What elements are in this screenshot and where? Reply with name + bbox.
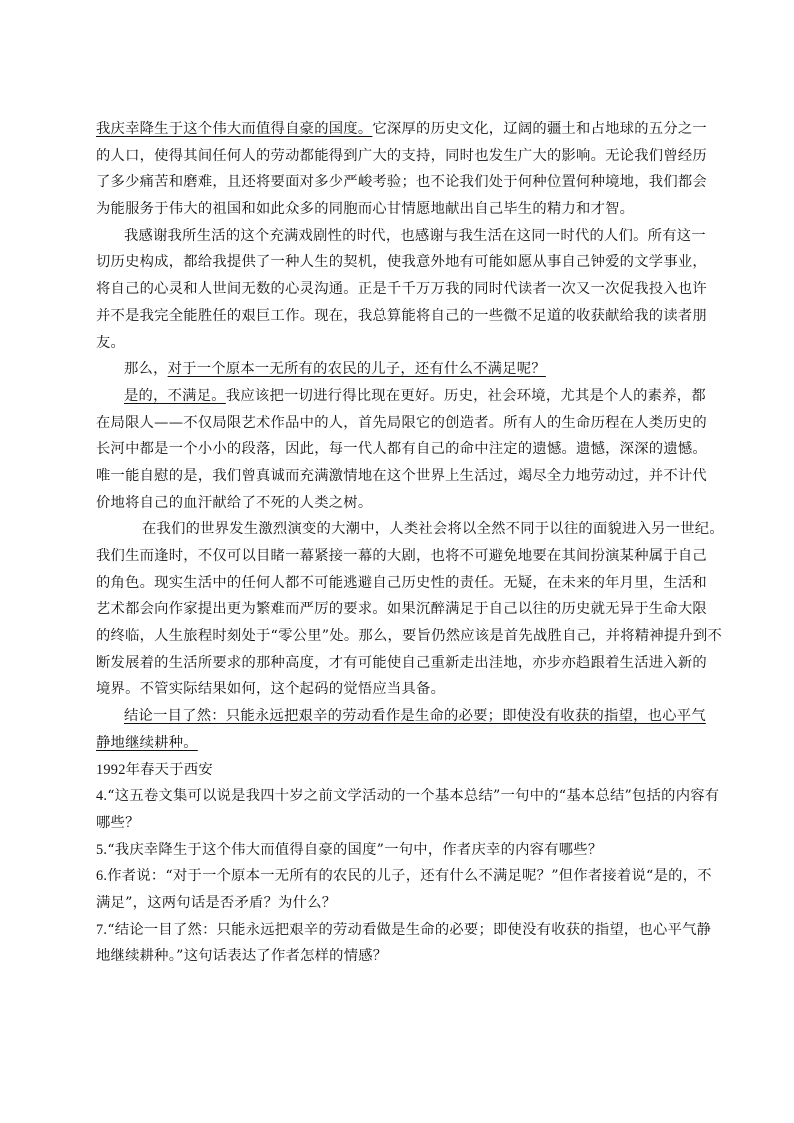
paragraph-2	[96, 223, 707, 356]
text-line: 境界。不管实际结果如何，这个起码的觉悟应当具备。	[96, 681, 446, 698]
text-line: 唯一能自慰的是，我们曾真诚而充满激情地在这个世界上生活过，竭尽全力地劳动过，并不计代	[96, 467, 707, 484]
underlined-sentence: 是的，不满足。	[124, 387, 226, 404]
underlined-sentence: 我庆幸降生于这个伟大而值得自豪的国度。	[96, 121, 373, 137]
text-line: 价地将自己的血汗献给了不死的人类之树。	[96, 494, 373, 511]
text-line: 在局限人——不仅局限艺术作品中的人，首先局限它的创造者。所有人的生命历程在人类历史的	[96, 414, 707, 431]
text-line: 的人口，使得其间任何人的劳动都能得到广大的支持，同时也发生广大的影响。无论我们曾经历	[96, 147, 707, 164]
question-4	[96, 783, 720, 836]
text-line: 我感谢我所生活的这个充满戏剧性的时代，也感谢与我生活在这同一时代的人们。所有这一	[124, 227, 706, 244]
paragraph-4	[96, 383, 707, 516]
text-run: 那么，	[124, 361, 168, 378]
text-line: 我们生而逢时，不仅可以目睹一幕紧接一幕的大剧，也将不可避免地要在其间扮演某种属于自己	[96, 548, 707, 564]
question-text: “结论一目了然：只能永远把艰辛的劳动看做是生命的必要；即使没有收获的指望，也心平气静	[107, 921, 712, 938]
question-text: 哪些？	[96, 814, 140, 831]
text-line: 断发展着的生活所要求的那种高度，才有可能使自己重新走出洼地，亦步亦趋跟着生活进入新的	[96, 654, 707, 671]
signature-year: 1992	[96, 761, 126, 778]
question-text: “这五卷文集可以说是我四十岁之前文学活动的一个基本总结”一句中的“基本总结”包括的内容有	[107, 788, 720, 805]
text-line: 在我们的世界发生激烈演变的大潮中，人类社会将以全然不同于以往的面貌进入另一世纪。	[142, 521, 724, 538]
question-number: 5.	[96, 841, 108, 858]
text-line: 切历史构成，都给我提供了一种人生的契机，使我意外地有可能如愿从事自己钟爱的文学事业，	[96, 254, 707, 271]
underlined-sentence: 结论一目了然：只能永远把艰辛的劳动看作是生命的必要；即使没有收获的指望，也心平气	[124, 708, 706, 725]
question-number: 4.	[96, 788, 108, 805]
signature-line	[96, 757, 700, 784]
question-5	[96, 837, 700, 864]
paragraph-6	[96, 703, 706, 756]
text-line: 艺术都会向作家提出更为繁难而严厉的要求。如果沉醉满足于自己以往的历史就无异于生命大限	[96, 601, 707, 618]
question-6	[96, 863, 712, 916]
text-line: 长河中都是一个小小的段落，因此，每一代人都有自己的命中注定的遗憾。遗憾，深深的遗憾。	[96, 441, 707, 458]
text-line: 了多少痛苦和磨难，且还将要面对多少严峻考验；也不论我们处于何种位置何种境地，我们都会	[96, 174, 707, 191]
text-line: 将自己的心灵和人世间无数的心灵沟通。正是千千万万我的同时代读者一次又一次促我投入也许	[96, 281, 707, 298]
text-line: 的角色。现实生活中的任何人都不可能逃避自己历史性的责任。无疑，在未来的年月里，生活和	[96, 574, 707, 591]
text-line: 并不是我完全能胜任的艰巨工作。现在，我总算能将自己的一些微不足道的收获献给我的读者朋	[96, 307, 707, 324]
paragraph-5	[96, 516, 724, 703]
document-page	[96, 116, 724, 970]
text-line: 友。	[96, 334, 126, 351]
underlined-sentence: 对于一个原本一无所有的农民的儿子，还有什么不满足呢？	[167, 361, 546, 378]
signature-place: 年春天于西安	[125, 761, 213, 778]
underlined-sentence: 静地继续耕种。	[96, 734, 198, 751]
text-line: 为能服务于伟大的祖国和如此众多的同胞而心甘情愿地献出自己毕生的精力和才智。	[96, 201, 635, 218]
paragraph-1	[96, 116, 707, 223]
text-run: 我应该把一切进行得比现在更好。历史，社会环境，尤其是个人的素养，都	[225, 387, 706, 404]
question-text: “我庆幸降生于这个伟大而值得自豪的国度”一句中，作者庆幸的内容有哪些？	[107, 841, 603, 858]
question-text: 满足”，这两句话是否矛盾？为什么？	[96, 894, 337, 911]
question-number: 7.	[96, 921, 108, 938]
question-text: 地继续耕种。”这句话表达了作者怎样的情感？	[96, 948, 388, 965]
question-number: 6.	[96, 868, 108, 885]
text-line: 的终临，人生旅程时刻处于“零公里”处。那么，要旨仍然应该是首先战胜自己，并将精神提升到不	[96, 628, 723, 645]
question-7	[96, 917, 712, 970]
question-text: 作者说：“对于一个原本一无所有的农民的儿子，还有什么不满足呢？”但作者接着说“是的，不	[107, 868, 712, 885]
text-run: 它深厚的历史文化，辽阔的疆土和占地球的五分之一	[372, 121, 707, 137]
paragraph-3	[96, 356, 700, 383]
